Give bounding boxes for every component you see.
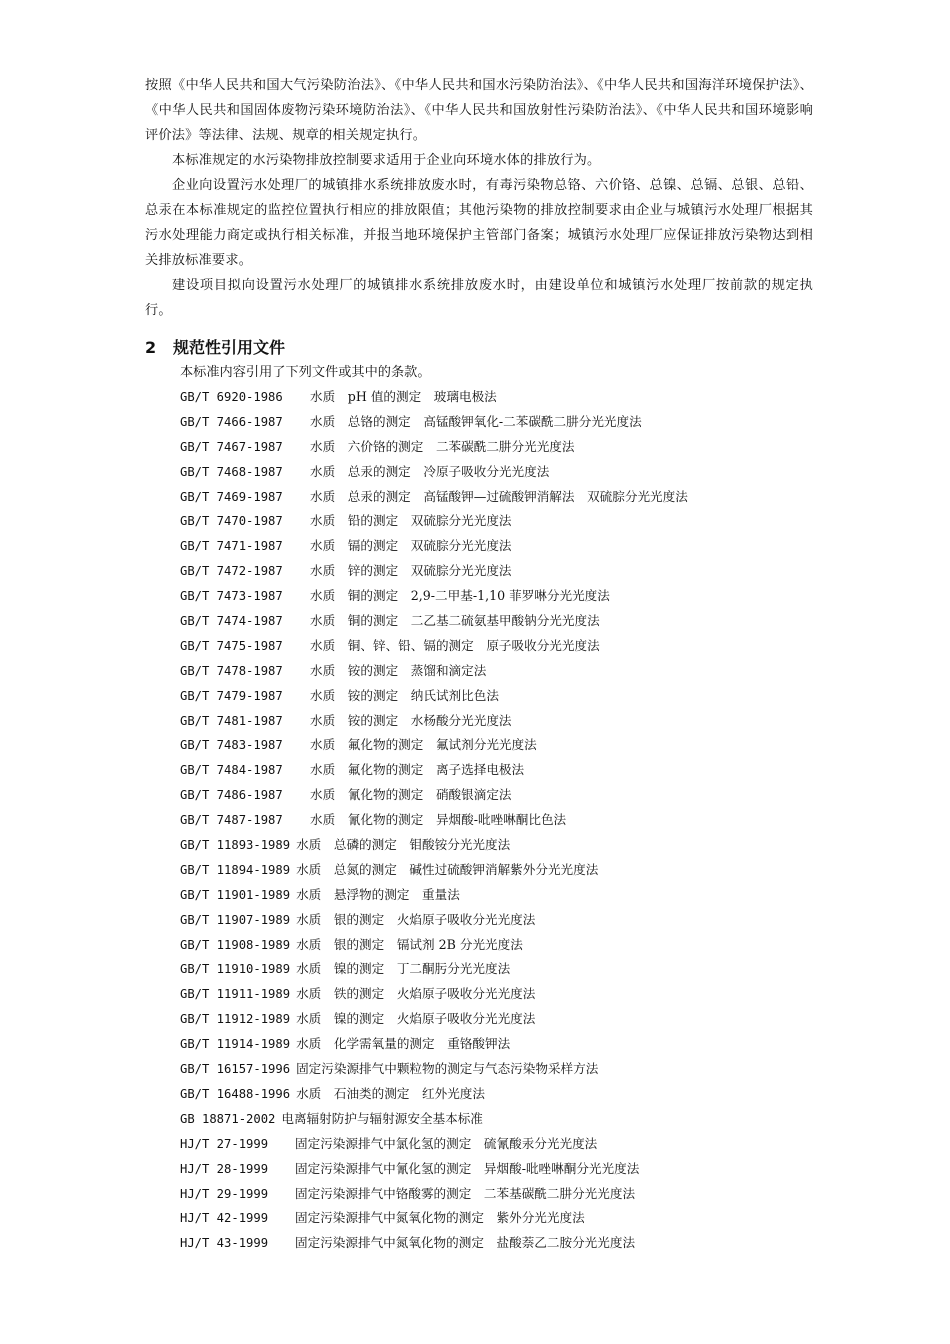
reference-title: 水质 锌的测定 双硫腙分光光度法 [310, 563, 512, 579]
section-title: 规范性引用文件 [173, 338, 286, 357]
paragraph-construction-projects: 建设项目拟向设置污水处理厂的城镇排水系统排放废水时，由建设单位和城镇污水处理厂按前款的规定执行。 [145, 278, 813, 318]
reference-item [180, 659, 820, 684]
reference-item [180, 883, 820, 908]
reference-code: GB/T 7473-1987 [180, 589, 283, 604]
reference-code: GB/T 7478-1987 [180, 663, 283, 678]
reference-code: HJ/T 28-1999 [180, 1161, 269, 1176]
reference-item [180, 908, 820, 933]
reference-item [180, 509, 820, 534]
reference-code: GB/T 7466-1987 [180, 414, 283, 429]
reference-title: 水质 氟化物的测定 氟试剂分光光度法 [310, 737, 537, 753]
reference-item [180, 1082, 820, 1107]
reference-title: 水质 氟化物的测定 离子选择电极法 [310, 762, 525, 778]
reference-code: GB/T 7474-1987 [180, 614, 283, 629]
section-number: 2 [145, 338, 157, 357]
reference-code: HJ/T 42-1999 [180, 1211, 269, 1226]
reference-item [180, 833, 820, 858]
reference-code: GB/T 16157-1996 [180, 1062, 291, 1077]
reference-item [180, 410, 820, 435]
reference-code: GB/T 11910-1989 [180, 962, 291, 977]
reference-title: 水质 铜、锌、铅、镉的测定 原子吸收分光光度法 [310, 637, 600, 653]
reference-list [180, 385, 820, 1256]
reference-title: 水质 悬浮物的测定 重量法 [296, 886, 460, 902]
reference-title: 固定污染源排气中氯化氢的测定 硫氰酸汞分光光度法 [295, 1135, 598, 1151]
reference-title: 水质 铵的测定 水杨酸分光光度法 [310, 712, 512, 728]
reference-title: 水质 铜的测定 二乙基二硫氨基甲酸钠分光光度法 [310, 613, 600, 629]
reference-item [180, 1182, 820, 1207]
reference-item [180, 485, 820, 510]
reference-title: 水质 石油类的测定 红外光度法 [296, 1085, 485, 1101]
reference-title: 电离辐射防护与辐射源安全基本标准 [281, 1110, 483, 1126]
reference-code: GB/T 11907-1989 [180, 912, 291, 927]
paragraph-scope: 本标准规定的水污染物排放控制要求适用于企业向环境水体的排放行为。 [172, 153, 601, 168]
reference-code: GB/T 7483-1987 [180, 738, 283, 753]
reference-code: GB/T 7479-1987 [180, 688, 283, 703]
reference-title: 水质 总磷的测定 钼酸铵分光光度法 [296, 837, 511, 853]
reference-item [180, 1107, 820, 1132]
reference-title: 水质 总汞的测定 高锰酸钾—过硫酸钾消解法 双硫腙分光光度法 [310, 488, 688, 504]
reference-title: 水质 银的测定 火焰原子吸收分光光度法 [296, 911, 536, 927]
section-heading [145, 336, 285, 360]
reference-code: HJ/T 27-1999 [180, 1136, 269, 1151]
reference-code: GB 18871-2002 [180, 1111, 276, 1126]
reference-item [180, 609, 820, 634]
reference-code: GB/T 7475-1987 [180, 638, 283, 653]
reference-item [180, 1057, 820, 1082]
reference-title: 水质 化学需氧量的测定 重铬酸钾法 [296, 1036, 511, 1052]
reference-code: GB/T 11893-1989 [180, 838, 291, 853]
reference-code: GB/T 7481-1987 [180, 713, 283, 728]
reference-code: GB/T 16488-1996 [180, 1086, 291, 1101]
reference-code: GB/T 7470-1987 [180, 514, 283, 529]
reference-item [180, 733, 820, 758]
reference-title: 固定污染源排气中颗粒物的测定与气态污染物采样方法 [296, 1061, 599, 1077]
reference-item [180, 684, 820, 709]
reference-item [180, 858, 820, 883]
reference-code: GB/T 7472-1987 [180, 564, 283, 579]
reference-item [180, 534, 820, 559]
reference-item [180, 933, 820, 958]
paragraph-legal-basis: 按照《中华人民共和国大气污染防治法》、《中华人民共和国水污染防治法》、《中华人民共和国海洋环境保护法》、《中华人民共和国固体废物污染环境防治法》、《中华人民共和国放射性污染防治法》、《中华人民共和国环境影响评价法》等法律、法规、规章的相关规定执行。 [145, 78, 813, 143]
reference-code: HJ/T 43-1999 [180, 1236, 269, 1251]
reference-item [180, 957, 820, 982]
section-intro: 本标准内容引用了下列文件或其中的条款。 [180, 365, 431, 380]
reference-code: GB/T 11908-1989 [180, 937, 291, 952]
reference-item [180, 634, 820, 659]
reference-code: GB/T 7467-1987 [180, 439, 283, 454]
reference-item [180, 460, 820, 485]
reference-title: 固定污染源排气中氮氧化物的测定 盐酸萘乙二胺分光光度法 [295, 1235, 636, 1251]
reference-code: HJ/T 29-1999 [180, 1186, 269, 1201]
reference-title: 固定污染源排气中铬酸雾的测定 二苯基碳酰二肼分光光度法 [295, 1185, 636, 1201]
reference-title: 水质 铵的测定 纳氏试剂比色法 [310, 687, 499, 703]
reference-title: 水质 总汞的测定 冷原子吸收分光光度法 [310, 463, 550, 479]
reference-item [180, 1032, 820, 1057]
reference-title: 水质 氰化物的测定 异烟酸-吡唑啉酮比色法 [310, 812, 567, 828]
reference-title: 水质 总氮的测定 碱性过硫酸钾消解紫外分光光度法 [296, 861, 599, 877]
reference-title: 水质 镍的测定 丁二酮肟分光光度法 [296, 961, 511, 977]
reference-item [180, 435, 820, 460]
reference-title: 水质 总铬的测定 高锰酸钾氧化-二苯碳酰二肼分光光度法 [310, 413, 642, 429]
reference-title: 水质 铁的测定 火焰原子吸收分光光度法 [296, 986, 536, 1002]
reference-item [180, 709, 820, 734]
reference-item [180, 1206, 820, 1231]
reference-title: 水质 pH 值的测定 玻璃电极法 [310, 389, 497, 404]
reference-item [180, 1007, 820, 1032]
reference-item [180, 385, 820, 410]
reference-title: 固定污染源排气中氰化氢的测定 异烟酸-吡唑啉酮分光光度法 [295, 1160, 640, 1176]
reference-code: GB/T 11911-1989 [180, 987, 291, 1002]
reference-code: GB/T 7484-1987 [180, 763, 283, 778]
reference-code: GB/T 11901-1989 [180, 887, 291, 902]
reference-item [180, 783, 820, 808]
reference-item [180, 758, 820, 783]
reference-code: GB/T 7469-1987 [180, 489, 283, 504]
reference-code: GB/T 7468-1987 [180, 464, 283, 479]
reference-title: 水质 铜的测定 2,9-二甲基-1,10 菲罗啉分光光度法 [310, 588, 610, 604]
reference-item [180, 1132, 820, 1157]
reference-code: GB/T 7486-1987 [180, 788, 283, 803]
reference-title: 水质 银的测定 镉试剂 2B 分光光度法 [296, 936, 523, 952]
reference-item [180, 1231, 820, 1256]
reference-title: 水质 镉的测定 双硫腙分光光度法 [310, 538, 512, 554]
reference-item [180, 1157, 820, 1182]
reference-item [180, 559, 820, 584]
reference-code: GB/T 6920-1986 [180, 390, 283, 404]
reference-code: GB/T 11912-1989 [180, 1012, 291, 1027]
reference-item [180, 982, 820, 1007]
reference-title: 水质 六价铬的测定 二苯碳酰二肼分光光度法 [310, 438, 575, 454]
reference-title: 水质 铵的测定 蒸馏和滴定法 [310, 662, 487, 678]
reference-code: GB/T 11914-1989 [180, 1037, 291, 1052]
reference-item [180, 584, 820, 609]
paragraph-discharge-rules: 企业向设置污水处理厂的城镇排水系统排放废水时，有毒污染物总铬、六价铬、总镍、总镉、总银、总铅、总汞在本标准规定的监控位置执行相应的排放限值；其他污染物的排放控制要求由企业与城镇污水处理厂根据其污水处理能力商定或执行相关标准，并报当地环境保护主管部门备案；城镇污水处理厂应保证排放污染物达到相关排放标准要求。 [145, 178, 813, 268]
reference-code: GB/T 11894-1989 [180, 862, 291, 877]
reference-title: 水质 铅的测定 双硫腙分光光度法 [310, 513, 512, 529]
reference-item [180, 808, 820, 833]
reference-title: 固定污染源排气中氮氧化物的测定 紫外分光光度法 [295, 1210, 585, 1226]
reference-code: GB/T 7471-1987 [180, 539, 283, 554]
reference-code: GB/T 7487-1987 [180, 813, 283, 828]
reference-title: 水质 氰化物的测定 硝酸银滴定法 [310, 787, 512, 803]
reference-title: 水质 镍的测定 火焰原子吸收分光光度法 [296, 1011, 536, 1027]
